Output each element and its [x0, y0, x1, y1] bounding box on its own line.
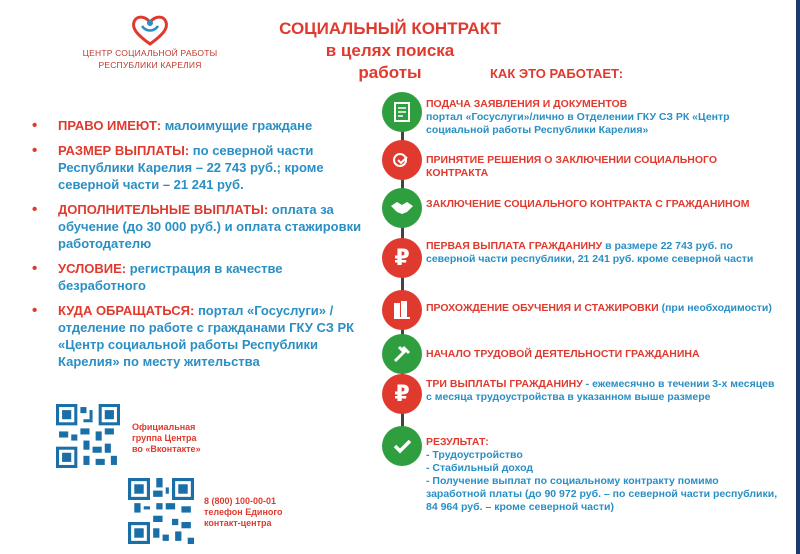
vk-qr-code[interactable]: [56, 404, 120, 468]
logo-line1: ЦЕНТР СОЦИАЛЬНОЙ РАБОТЫ: [82, 48, 218, 58]
tools-icon: [382, 334, 422, 374]
page-title: [250, 18, 530, 84]
step-1: ПОДАЧА ЗАЯВЛЕНИЯ И ДОКУМЕНТОВ портал «Госуслуги»/лично в Отделении ГКУ СЗ РК «Центр социальной работы Республики Карелия»: [426, 98, 730, 136]
title-line2: в целях поиска: [325, 41, 455, 60]
step-7: ТРИ ВЫПЛАТЫ ГРАЖДАНИНУ - ежемесячно в течении 3-х месяцев с месяца трудоустройства в указанном выше размере: [426, 378, 775, 403]
ruble-icon: ₽: [382, 374, 422, 414]
heart-logo-icon: [130, 14, 170, 46]
step-8: РЕЗУЛЬТАТ: - Трудоустройство - Стабильный доход - Получение выплат по социальному контракту помимо заработной платы (до 90 972 руб. – по северной части республики, 84 964 руб. – кроме северной части): [426, 436, 780, 514]
contact-caption: 8 (800) 100-00-01 телефон Единого контакт-центра: [204, 496, 283, 528]
list-item: • УСЛОВИЕ: регистрация в качестве безработного: [28, 260, 363, 294]
info-list: [28, 117, 363, 378]
ruble-icon: ₽: [382, 238, 422, 278]
step-4: ПЕРВАЯ ВЫПЛАТА ГРАЖДАНИНУ в размере 22 743 руб. по северной части республики, 21 241 руб. кроме северной части: [426, 240, 754, 265]
step-3: ЗАКЛЮЧЕНИЕ СОЦИАЛЬНОГО КОНТРАКТА С ГРАЖДАНИНОМ: [426, 198, 750, 210]
books-icon: [382, 290, 422, 330]
logo-line2: РЕСПУБЛИКИ КАРЕЛИЯ: [98, 60, 202, 70]
step-6: НАЧАЛО ТРУДОВОЙ ДЕЯТЕЛЬНОСТИ ГРАЖДАНИНА: [426, 348, 700, 360]
result-item: - Трудоустройство: [426, 449, 523, 461]
title-line3: работы: [358, 63, 422, 82]
list-item: • РАЗМЕР ВЫПЛАТЫ: по северной части Республики Карелия – 22 743 руб.; кроме северной части – 21 241 руб.: [28, 142, 363, 193]
list-item: • КУДА ОБРАЩАТЬСЯ: портал «Госуслуги» / отделение по работе с гражданами ГКУ СЗ РК «Центр социальной работы Республики Карелия» по месту жительства: [28, 302, 363, 370]
vk-caption: Официальная группа Центра во «Вконтакте»: [132, 422, 201, 454]
result-item: - Стабильный доход: [426, 462, 534, 474]
step-5: ПРОХОЖДЕНИЕ ОБУЧЕНИЯ И СТАЖИРОВКИ (при необходимости): [426, 302, 772, 314]
document-icon: [382, 92, 422, 132]
step-2: ПРИНЯТИЕ РЕШЕНИЯ О ЗАКЛЮЧЕНИИ СОЦИАЛЬНОГО КОНТРАКТА: [426, 154, 718, 179]
result-item: - Получение выплат по социальному контракту помимо заработной платы (до 90 972 руб. – по северной части республики, 84 964 руб. – кроме северной части): [426, 475, 778, 513]
title-line1: СОЦИАЛЬНЫЙ КОНТРАКТ: [279, 19, 501, 38]
list-item: • ПРАВО ИМЕЮТ: малоимущие граждане: [28, 117, 363, 134]
list-item: • ДОПОЛНИТЕЛЬНЫЕ ВЫПЛАТЫ: оплата за обучение (до 30 000 руб.) и оплата стажировки работодателю: [28, 201, 363, 252]
logo: [60, 14, 240, 70]
how-it-works-heading: КАК ЭТО РАБОТАЕТ:: [490, 66, 624, 81]
handshake-icon: [382, 140, 422, 180]
agreement-icon: [382, 188, 422, 228]
contact-center-qr-code[interactable]: [128, 478, 194, 544]
checkmark-icon: [382, 426, 422, 466]
